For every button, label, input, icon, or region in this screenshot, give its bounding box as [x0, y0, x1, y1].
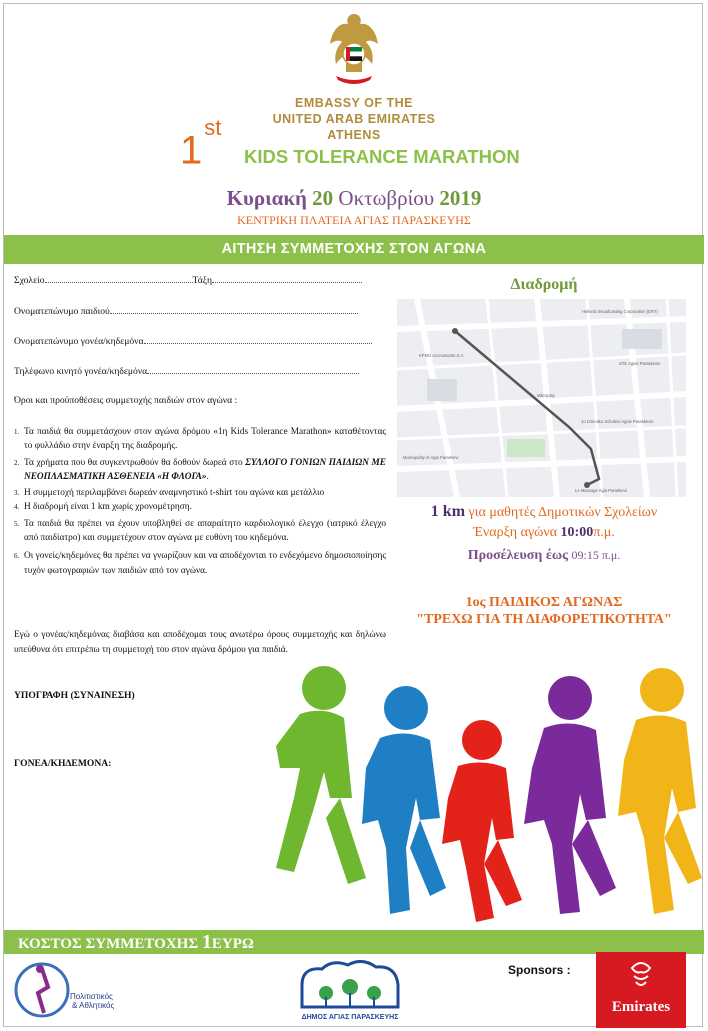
phone-label: Τηλέφωνο κινητό γονέα/κηδεμόνα: [14, 366, 148, 377]
arrival-time: 09:15 π.μ.: [571, 548, 621, 562]
term-item: 1. Τα παιδιά θα συμμετάσχουν στον αγώνα δρόμου «1η Kids Tolerance Marathon» καταθέτοντας το φυλλάδιο στην έναρξη της διαδρομής.: [14, 427, 386, 452]
date-year: 2019: [439, 186, 482, 210]
edition-suffix: st: [204, 115, 222, 140]
arrival-line: [396, 548, 692, 564]
cultural-athletic-logo: [14, 957, 134, 1023]
start-suffix: π.μ.: [593, 525, 615, 540]
distance-line: [396, 503, 692, 521]
kid-figure: [276, 666, 366, 884]
distance-desc: για μαθητές Δημοτικών Σχολείων: [468, 505, 658, 520]
route-title: Διαδρομή: [510, 276, 578, 293]
parent-name-field[interactable]: [14, 334, 372, 347]
emirates-logo: [596, 952, 686, 1028]
map-label-mikroplay: Mikroplay: [537, 393, 555, 398]
race-title: [396, 594, 692, 628]
map-label-kpmg: KPMG Accountants S.A.: [419, 353, 465, 358]
form-section-title: ΑΙΤΗΣΗ ΣΥΜΜΕΤΟΧΗΣ ΣΤΟΝ ΑΓΩΝΑ: [4, 235, 704, 264]
consent-text: Εγώ ο γονέας/κηδεμόνας διαβάσα και αποδέχομαι τους ανωτέρω όρους συμμετοχής και δηλώνω υπεύθυνα ότι επιτρέπω τη συμμετοχή του στον αγώνα δρόμου για παιδιά.: [14, 630, 386, 655]
event-title: KIDS TOLERANCE MARATHON: [244, 146, 520, 167]
terms-title: Όροι και προϋποθέσεις συμμετοχής παιδιών στον αγώνα :: [14, 395, 238, 406]
route-map-image: [397, 299, 686, 497]
map-label-school: 1o Dimotiko Scholeio Agias Paraskevis: [581, 419, 654, 424]
term-item: 5. Τα παιδιά θα πρέπει να έχουν υποβληθεί σε απαραίτητο καρδιολογικό έλεγχο (ιατρικό έλεγχο από παιδίατρο) και συμμετέχουν στον αγώνα με ευθύνη του κηδεμόνα.: [14, 518, 386, 544]
term-item: 2. Τα χρήματα που θα συγκεντρωθούν θα δοθούν δωρεά στο ΣΥΛΛΟΓΟ ΓΟΝΙΩΝ ΠΑΙΔΙΩΝ ΜΕ ΝΕΟΠΛΑΣΜΑΤΙΚΗ ΑΣΘΕΝΕΙΑ «Η ΦΛΟΓΑ».: [14, 457, 387, 482]
event-date: [0, 186, 708, 211]
start-label: Έναρξη αγώνα: [473, 525, 558, 540]
term-item: 3. Η συμμετοχή περιλαμβάνει δωρεάν αναμνηστικό t-shirt του αγώνα και μετάλλιο: [14, 488, 325, 499]
cost-text: ΚΟΣΤΟΣ ΣΥΜΜΕΤΟΧΗΣ: [18, 936, 199, 952]
kid-figure: [524, 676, 616, 914]
logo1-line-1: Πολιτιστικός: [70, 992, 113, 1001]
term-item: 4. Η διαδρομή είναι 1 km χωρίς χρονομέτρηση.: [14, 502, 192, 513]
kid-figure: [362, 686, 446, 914]
municipality-logo: [292, 957, 408, 1023]
guardian-label: ΓΟΝΕΑ/ΚΗΔΕΜΟΝΑ:: [14, 758, 112, 769]
date-num: 20: [312, 186, 334, 210]
embassy-line-1: EMBASSY OF THE: [295, 96, 413, 110]
phone-field[interactable]: [14, 364, 372, 377]
embassy-line-2: UNITED ARAB EMIRATES: [272, 112, 436, 126]
kid-figure: [442, 720, 522, 922]
terms-list: [14, 425, 386, 578]
kid-figure: [618, 668, 702, 914]
cost-value: 1: [201, 931, 212, 953]
sponsors-label: Sponsors :: [508, 963, 571, 977]
logo2-text: ΔΗΜΟΣ ΑΓΙΑΣ ΠΑΡΑΣΚΕΥΗΣ: [301, 1014, 399, 1021]
venue: ΚΕΝΤΡΙΚΗ ΠΛΑΤΕΙΑ ΑΓΙΑΣ ΠΑΡΑΣΚΕΥΗΣ: [237, 213, 471, 227]
uae-emblem-icon: [326, 10, 382, 90]
arrival-label: Προσέλευση έως: [467, 548, 568, 563]
cost-unit: ΕΥΡΩ: [211, 936, 254, 952]
map-label-municipality: Municipality of Agia Paraskevi: [403, 455, 459, 460]
date-month: Οκτωβρίου: [338, 186, 435, 210]
date-day: Κυριακή: [226, 186, 307, 210]
map-label-ste: STE Agias Paraskevis: [619, 361, 661, 366]
race-line-2: "ΤΡΕΧΩ ΓΙΑ ΤΗ ΔΙΑΦΟΡΕΤΙΚΟΤΗΤΑ": [416, 612, 672, 627]
edition-number: 1: [180, 128, 203, 173]
logo1-line-2: & Αθλητικός: [72, 1001, 115, 1010]
start-time: 10:00: [560, 525, 594, 540]
class-label: Τάξη: [192, 275, 213, 286]
parent-name-label: Ονοματεπώνυμο γονέα/κηδεμόνα: [14, 336, 144, 347]
route-map: [397, 299, 686, 497]
embassy-line-3: ATHENS: [327, 128, 381, 142]
race-line-1: 1ος ΠΑΙΔΙΚΟΣ ΑΓΩΝΑΣ: [465, 595, 623, 610]
running-kids-illustration: [270, 648, 706, 930]
map-label-lemessage: Le Massage Agia Paraskevi: [575, 488, 627, 493]
term-item: 6. Οι γονείς/κηδεμόνες θα πρέπει να γνωρίζουν και να αποδέχονται το ενδεχόμενο δημοσιοποίησης τυχόν φωτογραφιών των παιδιών από τον αγώνα.: [14, 551, 386, 576]
school-class-field[interactable]: [14, 273, 372, 286]
emirates-wordmark: Emirates: [611, 999, 671, 1015]
child-name-label: Ονοματεπώνυμο παιδιού: [14, 306, 110, 317]
cost-bar: [4, 930, 704, 954]
signature-label: ΥΠΟΓΡΑΦΗ (ΣΥΝΑΙΝΕΣΗ): [14, 690, 135, 701]
edition-badge: [180, 115, 222, 173]
emirates-emblem-icon: [596, 952, 686, 1002]
start-line: [396, 525, 692, 541]
map-label-hbc: Hellenic Broadcasting Corporation (ERT): [582, 309, 658, 314]
distance: 1 km: [430, 503, 466, 520]
school-label: Σχολείο: [14, 275, 45, 286]
child-name-field[interactable]: [14, 304, 372, 317]
